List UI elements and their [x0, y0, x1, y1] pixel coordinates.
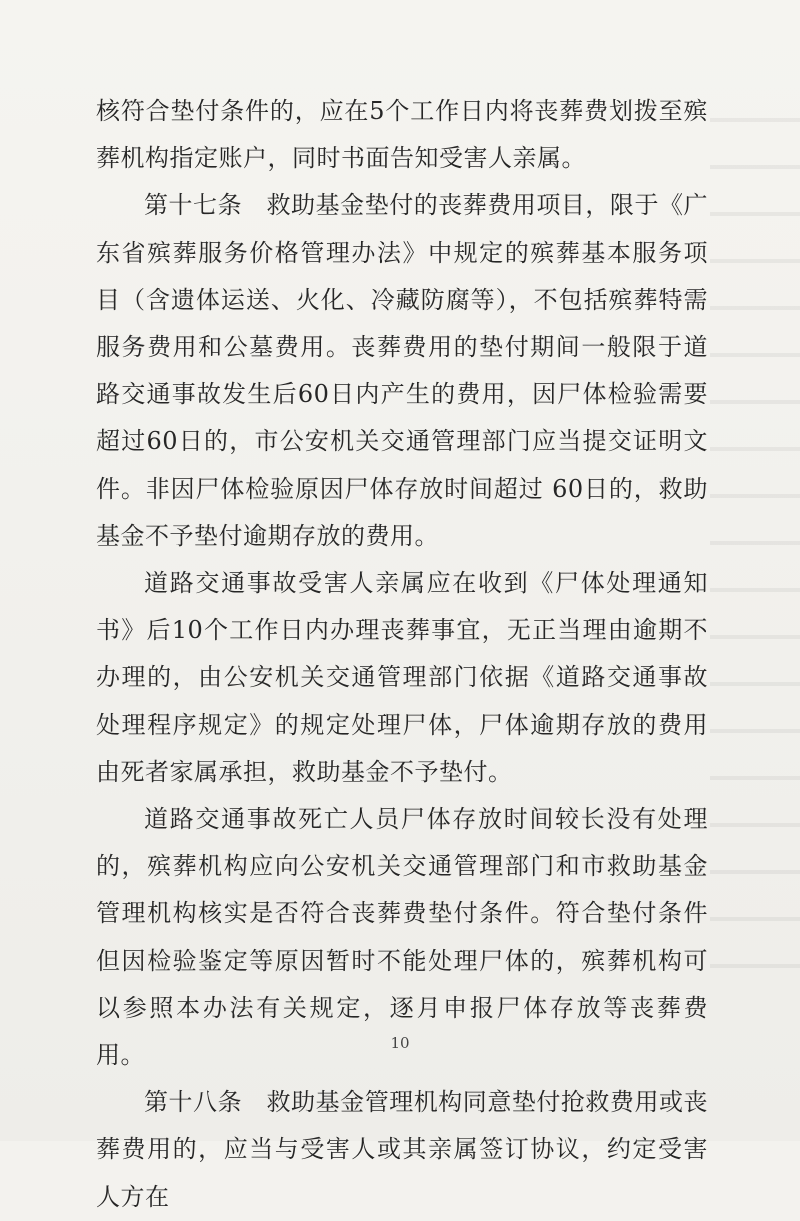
- paragraph-notice-deadline: 道路交通事故受害人亲属应在收到《尸体处理通知书》后10个工作日内办理丧葬事宜，无正当理由逾期不办理的，由公安机关交通管理部门依据《道路交通事故处理程序规定》的规定处理尸体，尸体逾期存放的费用由死者家属承担，救助基金不予垫付。: [96, 569, 708, 786]
- paragraph-article-17: 第十七条 救助基金垫付的丧葬费用项目，限于《广东省殡葬服务价格管理办法》中规定的殡葬基本服务项目（含遗体运送、火化、冷藏防腐等），不包括殡葬特需服务费用和公墓费用。丧葬费用的垫付期间一般限于道路交通事故发生后60日内产生的费用，因尸体检验需要超过60日的，市公安机关交通管理部门应当提交证明文件。非因尸体检验原因尸体存放时间超过 60日的，救助基金不予垫付逾期存放的费用。: [96, 191, 708, 550]
- paragraph-long-storage: 道路交通事故死亡人员尸体存放时间较长没有处理的，殡葬机构应向公安机关交通管理部门和市救助基金管理机构核实是否符合丧葬费垫付条件。符合垫付条件但因检验鉴定等原因暂时不能处理尸体的，殡葬机构可以参照本办法有关规定，逐月申报尸体存放等丧葬费用。: [96, 805, 708, 1070]
- paragraph-continuation: 核符合垫付条件的，应在5个工作日内将丧葬费划拨至殡葬机构指定账户，同时书面告知受害人亲属。: [96, 97, 708, 173]
- paragraph-article-18: 第十八条 救助基金管理机构同意垫付抢救费用或丧葬费用的，应当与受害人或其亲属签订协议，约定受害人方在: [96, 1088, 708, 1211]
- show-through-text: [710, 88, 800, 1008]
- page-number: 10: [390, 1034, 410, 1052]
